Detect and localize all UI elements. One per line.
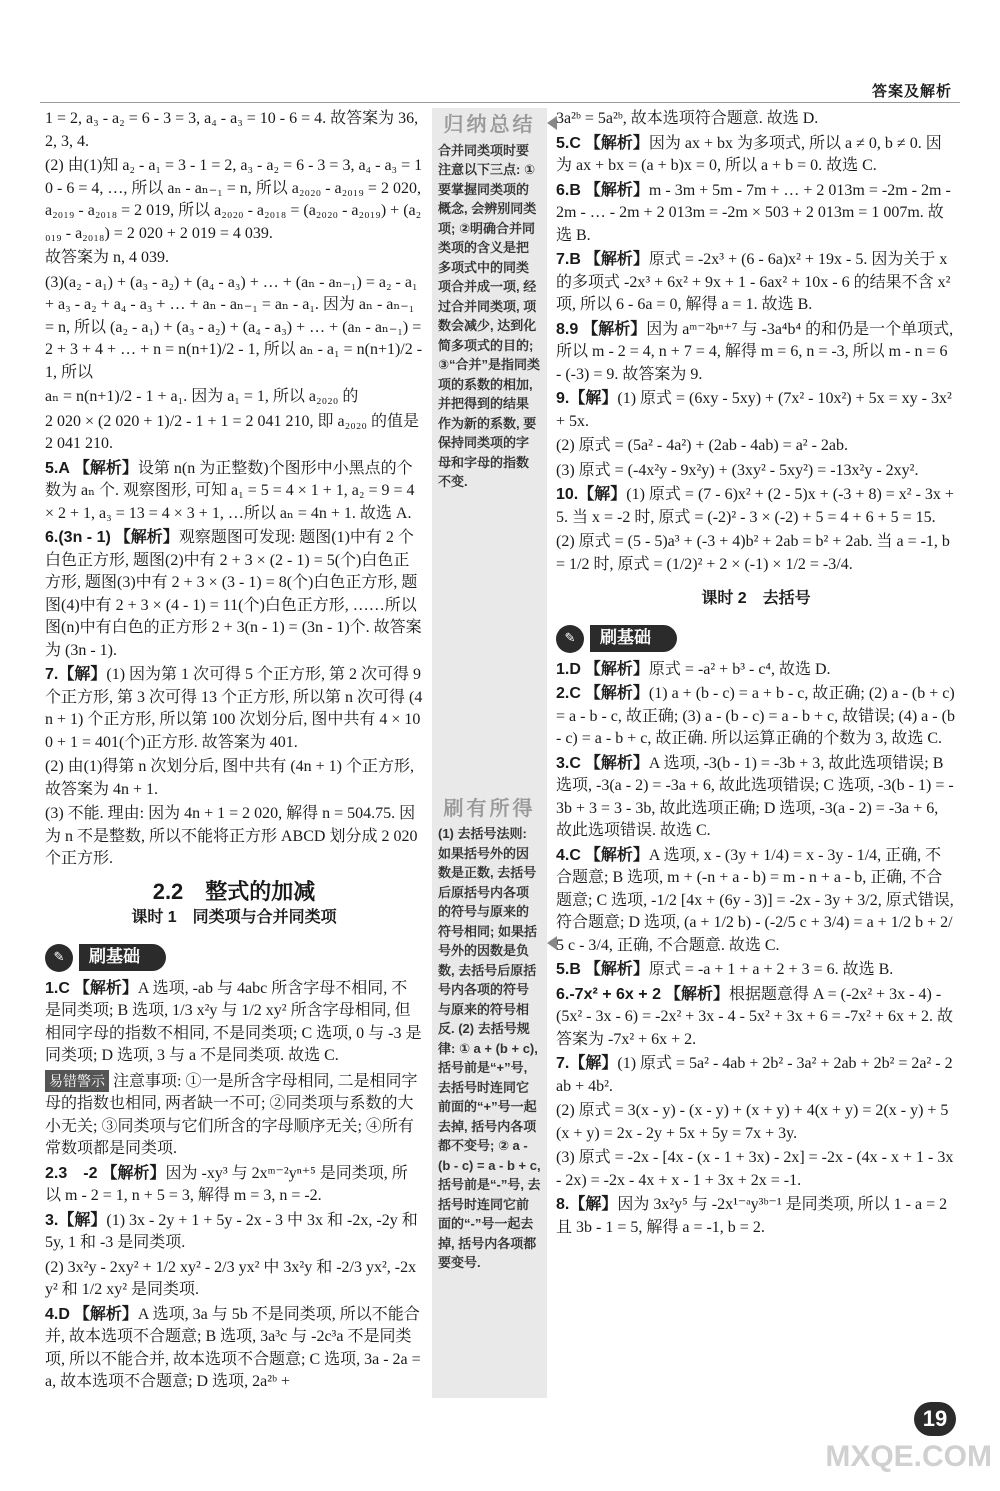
- question-7-part3: (3) 原式 = -2x - [4x - (x - 1 + 3x) - 2x] = -2x - (4x - x + 1 - 3x - 2x) = -2x - 4x + x - 1 + 3x + 2x = -1.: [556, 1149, 954, 1189]
- question-4: 4.D 【解析】A 选项, 3a 与 5b 不是同类项, 所以不能合并, 故本选项不合题意; B 选项, 3a³c 与 -2c³a 不是同类项, 所以不能合并, 故本选项不合题意; C 选项, 3a - 2a = a, 故本选项不合题意; D 选项, 2a²ᵇ +: [45, 1305, 421, 1390]
- question-3: 3.C 【解析】A 选项, -3(b - 1) = -3b + 3, 故此选项错误; B 选项, -3(a - 2) = -3a + 6, 故此选项错误; C 选项, -3(b - 1) = -3b + 3 = 3 - 3b, 故此选项正确; D 选项, -3(a - 2) = -3a + 6, 故此选项错误. 故选 C.: [556, 754, 954, 839]
- question-10-part2: (2) 原式 = (5 - 5)a³ + (-3 + 4)b² + 2ab = b² + 2ab. 当 a = -1, b = 1/2 时, 原式 = (1/2)² + 2 × (-1) × 1/2 = -3/4.: [556, 533, 950, 573]
- question-8: 8.【解】因为 3x²y⁵ 与 -2x¹⁻ᵃy³ᵇ⁻¹ 是同类项, 所以 1 - a = 2 且 3b - 1 = 5, 解得 a = -1, b = 2.: [556, 1196, 948, 1236]
- question-2: 2.3 -2 【解析】因为 -xy³ 与 2xᵐ⁻²yⁿ⁺⁵ 是同类项, 所以 m - 2 = 1, n + 5 = 3, 解得 m = 3, n = -2.: [45, 1164, 408, 1204]
- left-line: aₙ = n(n+1)/2 - 1 + a₁. 因为 a₁ = 1, 所以 a₂₀₂₀ 的: [45, 388, 359, 405]
- question-9: 9.【解】(1) 原式 = (6xy - 5xy) + (7x² - 10x²) + 5x = xy - 3x² + 5x.: [556, 390, 952, 430]
- question-9-part2: (2) 原式 = (5a² - 4a²) + (2ab - 4ab) = a² - 2ab.: [556, 437, 849, 454]
- question-9-part3: (3) 原式 = (-4x²y - 9x²y) + (3xy² - 5xy²) = -13x²y - 2xy².: [556, 461, 919, 479]
- page-number: 19: [914, 1402, 956, 1436]
- right-line: 3a²ᵇ = 5a²ᵇ, 故本选项符合题意. 故选 D.: [556, 110, 819, 127]
- section-badge: ✎ 刷基础: [45, 944, 166, 972]
- sidebar-spacer: [432, 492, 547, 792]
- pencil-icon: ✎: [556, 625, 584, 653]
- question-1: 1.C 【解析】A 选项, -ab 与 4abc 所含字母不相同, 不是同类项; B 选项, 1/3 x²y 与 1/2 xy² 所含字母相同, 但相同字母的指数不相同, 不是同类项; C 选项, 0 与 -3 是同类项; D 选项, 3 与 a 不是同类项. 故选 C.: [45, 979, 422, 1064]
- question-7-part3: (3) 不能. 理由: 因为 4n + 1 = 2 020, 解得 n = 504.75. 因为 n 不是整数, 所以不能将正方形 ABCD 划分成 2 020 个正方形.: [45, 805, 418, 867]
- question-7-part2: (2) 原式 = 3(x - y) - (x - y) + (x + y) + 4(x + y) = 2(x - y) + 5(x + y) = 2x - 2y + 5x + 5y = 7x + 3y.: [556, 1102, 949, 1142]
- watermark: MXQE.COM: [825, 1440, 992, 1473]
- sidebar-notes: [432, 108, 547, 1398]
- question-3: 3.【解】(1) 3x - 2y + 1 + 5y - 2x - 3 中 3x 和 -2x, -2y 和 5y, 1 和 -3 是同类项.: [45, 1211, 418, 1251]
- question-10: 10.【解】(1) 原式 = (7 - 6)x² + (2 - 5)x + (-3 + 8) = x² - 3x + 5. 当 x = -2 时, 原式 = (-2)² - 3 × (-2) + 5 = 4 + 6 + 5 = 15.: [556, 486, 954, 526]
- summary-text: 合并同类项时要注意以下三点: ①要掌握同类项的概念, 会辨别同类项; ②明确合并同类项的含义是把多项式中的同类项合并成一项, 经过合并同类项, 项数会减少, 达到化简多项式的目的; ③“合并”是指同类项的系数的相加, 并把得到的结果作为新的系数, 要保持同类项的字母和字母的指数不变.: [438, 142, 541, 489]
- takeaway-title: 刷有所得: [443, 797, 536, 820]
- header-divider: [40, 102, 960, 103]
- question-7: 7.B 【解析】原式 = -2x³ + (6 - 6a)x² + 19x - 5. 因为关于 x 的多项式 -2x³ + 6x² + 9x + 1 - 6ax² + 10x - 6 的结果不含 x² 项, 所以 6 - 6a = 0, 解得 a = 1. 故选 B.: [556, 251, 951, 313]
- question-8: 8.9 【解析】因为 aᵐ⁻²bⁿ⁺⁷ 与 -3a⁴b⁴ 的和仍是一个单项式, 所以 m - 2 = 4, n + 7 = 4, 解得 m = 6, n = -3, 所以 m - n = 6 - (-3) = 9. 故答案为 9.: [556, 320, 954, 383]
- lesson-title: 课时 1 同类项与合并同类项: [131, 909, 337, 926]
- left-line: (2) 由(1)知 a₂ - a₁ = 3 - 1 = 2, a₃ - a₂ = 6 - 3 = 3, a₄ - a₃ = 10 - 6 = 4, …, 所以 aₙ - aₙ₋₁ = n, 所以 a₂₀₂₀ - a₂₀₁₉ = 2 020, a₂₀₁₉ - a₂₀₁₈ = 2 019, 所以 a₂₀₂₀ - a₂₀₁₈ = (a₂₀₂₀ - a₂₀₁₉) + (a₂₀₁₉ - a₂₀₁₈) = 2 020 + 2 019 = 4 039.: [45, 157, 423, 242]
- question-7: 7.【解】(1) 原式 = 5a² - 4ab + 2b² - 3a² + 2ab + 2b² = 2a² - 2ab + 4b².: [556, 1055, 953, 1095]
- left-line: (3)(a₂ - a₁) + (a₃ - a₂) + (a₄ - a₃) + … + (aₙ - aₙ₋₁) = a₂ - a₁ + a₃ - a₂ + a₄ - a₃ + … + aₙ - aₙ₋₁ = aₙ - a₁. 因为 aₙ - aₙ₋₁ = n, 所以 (a₂ - a₁) + (a₃ - a₂) + (a₄ - a₃) + … + (aₙ - aₙ₋₁) = 2 + 3 + 4 + … + n = n(n+1)/2 - 1, 所以 aₙ - a₁ = n(n+1)/2 - 1, 所以: [45, 273, 423, 381]
- question-6: 6.(3n - 1) 【解析】观察题图可发现: 题图(1)中有 2 个白色正方形, 题图(2)中有 2 + 3 × (2 - 1) = 5(个)白色正方形, 题图(3)中有 2 + 3 × (3 - 1) = 8(个)白色正方形, 题图(4)中有 2 + 3 × (4 - 1) = 11(个)白色正方形, ……所以图(n)中有白色的正方形 2 + 3(n - 1) = (3n - 1)个. 故答案为 (3n - 1).: [45, 529, 422, 659]
- lesson-title: 课时 2 去括号: [701, 590, 811, 607]
- question-6: 6.B 【解析】m - 3m + 5m - 7m + … + 2 013m = -2m - 2m - 2m - … - 2m + 2 013m = -2m × 503 + 2 013m = 1 007m. 故选 B.: [556, 181, 951, 244]
- question-6: 6.-7x² + 6x + 2 【解析】根据题意得 A = (-2x² + 3x - 4) - (5x² - 3x - 6) = -2x² + 3x - 4 - 5x² + 3x + 6 = -7x² + 6x + 2. 故答案为 -7x² + 6x + 2.: [556, 985, 953, 1048]
- warning-note: 易错警示 注意事项: ①一是所含字母相同, 二是相同字母的指数也相同, 两者缺一不可; ②同类项与系数的大小无关; ③同类项与它们所含的字母顺序无关; ④所有常数项都是同类项.: [45, 1070, 423, 1161]
- question-5: 5.A 【解析】设第 n(n 为正整数)个图形中小黑点的个数为 aₙ 个. 观察图形, 可知 a₁ = 5 = 4 × 1 + 1, a₂ = 9 = 4 × 2 + 1, a₃ = 13 = 4 × 3 + 1, …所以 aₙ = 4n + 1. 故选 A.: [45, 459, 415, 522]
- left-column: [45, 108, 423, 1396]
- right-column: [556, 108, 956, 1241]
- left-line: 1 = 2, a₃ - a₂ = 6 - 3 = 3, a₄ - a₃ = 10 - 6 = 4. 故答案为 36, 2, 3, 4.: [45, 110, 419, 150]
- summary-title: 归纳总结: [443, 114, 536, 136]
- question-1: 1.D 【解析】原式 = -a² + b³ - c⁴, 故选 D.: [556, 660, 831, 678]
- pencil-icon: ✎: [45, 944, 73, 972]
- question-5: 5.B 【解析】原式 = -a + 1 + a + 2 + 3 = 6. 故选 B.: [556, 961, 894, 978]
- question-2: 2.C 【解析】(1) a + (b - c) = a + b - c, 故正确; (2) a - (b + c) = a - b - c, 故正确; (3) a - (b - c) = a - b + c, 故错误; (4) a - (b - c) = a - b + c, 故正确. 所以运算正确的个数为 3, 故选 C.: [556, 685, 955, 747]
- left-line: 2 020 × (2 020 + 1)/2 - 1 + 1 = 2 041 210, 即 a₂₀₂₀ 的值是 2 041 210.: [45, 412, 419, 452]
- takeaway-text: (1) 去括号法则: 如果括号外的因数是正数, 去括号后原括号内各项的符号与原来的符号相同; 如果括号外的因数是负数, 去括号后原括号内各项的符号与原来的符号相反. (2) 去括号规律: ① a + (b + c), 括号前是“+”号, 去括号时连同它前面的“+”号一起去掉, 括号内各项都不变号; ② a - (b - c) = a - b + c, 括号前是“-”号, 去括号时连同它前面的“-”号一起去掉, 括号内各项都要变号.: [438, 826, 541, 1270]
- section-badge: ✎ 刷基础: [556, 625, 677, 653]
- header-title: 答案及解析: [871, 83, 952, 100]
- question-5: 5.C 【解析】因为 ax + bx 为多项式, 所以 a ≠ 0, b ≠ 0. 因为 ax + bx = (a + b)x = 0, 所以 a + b = 0. 故选 C.: [556, 134, 942, 174]
- question-7: 7.【解】(1) 因为第 1 次可得 5 个正方形, 第 2 次可得 9 个正方形, 第 3 次可得 13 个正方形, 所以第 n 次可得 (4n + 1) 个正方形, 所以第 100 次划分后, 图中共有 4 × 100 + 1 = 401(个)正方形. 故答案为 401.: [45, 666, 423, 751]
- question-4: 4.C 【解析】A 选项, x - (3y + 1/4) = x - 3y - 1/4, 正确, 不合题意; B 选项, m + (-n + a - b) = m - n + a - b, 正确, 不合题意; C 选项, -1/2 [4x + (6y - 3)] = -2x - 3y + 3/2, 原式错误, 符合题意; D 选项, (a + 1/2 b) - (-2/5 c + 3/4) = a + 1/2 b + 2/5 c - 3/4, 正确, 不合题意. 故选 C.: [556, 846, 954, 954]
- question-3-part2: (2) 3x²y - 2xy² + 1/2 xy² - 2/3 yx² 中 3x²y 和 -2/3 yx², -2xy² 和 1/2 xy² 是同类项.: [45, 1258, 417, 1298]
- section-title: 2.2 整式的加减: [152, 878, 316, 904]
- question-7-part2: (2) 由(1)得第 n 次划分后, 图中共有 (4n + 1) 个正方形, 故答案为 4n + 1.: [45, 758, 414, 798]
- left-line: 故答案为 n, 4 039.: [45, 249, 170, 266]
